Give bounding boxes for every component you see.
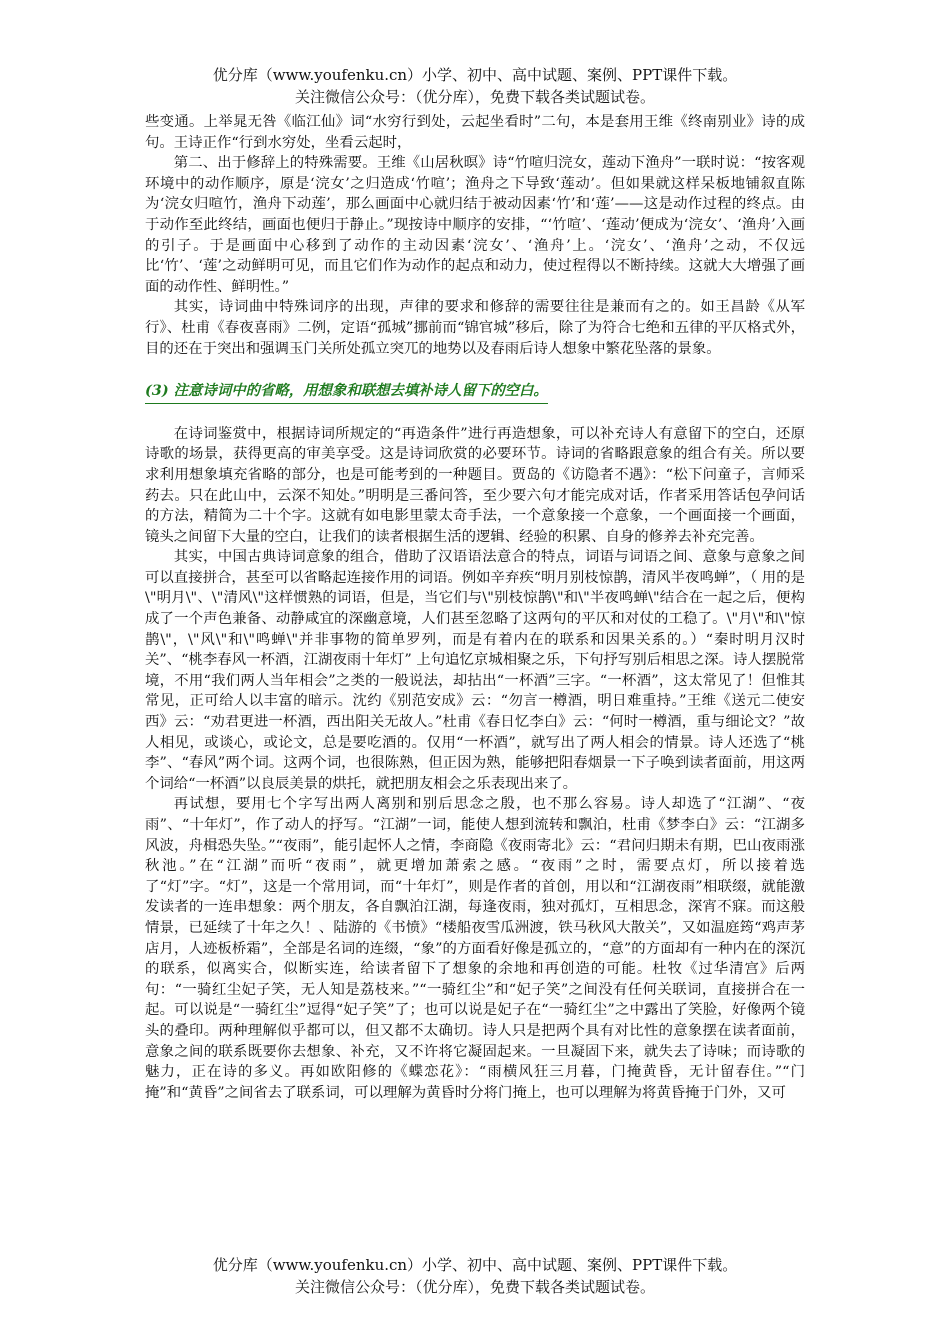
paragraph-6: 再试想，要用七个字写出两人离别和别后思念之殷，也不那么容易。诗人却选了“江湖”、“夜雨”、“十年灯”，作了动人的抒写。“江湖”一词，能使人想到流转和飘泊，杜甫《梦李白》云：“江湖多风波，舟楫恐失坠。”“夜雨”，能引起怀人之情，李商隐《夜雨寄北》云：“君问归期未有期，巴山夜雨涨秋池。”在“江湖”而听“夜雨”，就更增加萧索之感。“夜雨”之时，需要点灯，所以接着选了“灯”字。“灯”，这是一个常用词，而“十年灯”，则是作者的首创，用以和“江湖夜雨”相联缀，就能激发读者的一连串想象：两个朋友，各自飘泊江湖，每逢夜雨，独对孤灯，互相思念，深宵不寐。而这般情景，已延续了十年之久！、陆游的《书愤》“楼船夜雪瓜洲渡，铁马秋风大散关”，又如温庭筠“鸡声茅店月，人迹板桥霜”，全部是名词的连缀，“象”的方面看好像是孤立的，“意”的方面却有一种内在的深沉的联系，似离实合，似断实连，给读者留下了想象的余地和再创造的可能。杜牧《过华清宫》后两句：“一骑红尘妃子笑，无人知是荔枝来。”“一骑红尘”和“妃子笑”之间没有任何关联词，直接拼合在一起。可以说是“一骑红尘”逗得“妃子笑”了；也可以说是妃子在“一骑红尘”之中露出了笑脸，好像两个镜头的叠印。两种理解似乎都可以，但又都不太确切。诗人只是把两个具有对比性的意象摆在读者面前，意象之间的联系既要你去想象、补充，又不许将它凝固起来。一旦凝固下来，就失去了诗味；而诗歌的魅力，正在诗的多义。再如欧阳修的《蝶恋花》：“雨横风狂三月暮，门掩黄昏，无计留春住。”“门掩”和“黄昏”之间省去了联系词，可以理解为黄昏时分将门掩上，也可以理解为将黄昏掩于门外，又可	[145, 796, 805, 1101]
page-header	[0, 64, 950, 108]
paragraph-1: 些变通。上举晁无咎《临江仙》词“水穷行到处，云起坐看时”二句，本是套用王维《终南别业》诗的成句。王诗正作“行到水穷处，坐看云起时，	[145, 114, 805, 151]
paragraph-3: 其实，诗词曲中特殊词序的出现，声律的要求和修辞的需要往往是兼而有之的。如王昌龄《从军行》、杜甫《春夜喜雨》二例，定语“孤城”挪前而“锦官城”移后，除了为符合七绝和五律的平仄格式外，目的还在于突出和强调玉门关所处孤立突兀的地势以及春雨后诗人想象中繁花坠落的景象。	[145, 299, 805, 357]
header-line-2: 关注微信公众号：（优分库），免费下载各类试题试卷。	[294, 88, 655, 106]
paragraph-4: 在诗词鉴赏中，根据诗词所规定的“再造条件”进行再造想象，可以补充诗人有意留下的空白，还原诗歌的场景，获得更高的审美享受。这是诗词欣赏的必要环节。诗词的省略跟意象的组合有关。所以要求利用想象填充省略的部分，也是可能考到的一种题目。贾岛的《访隐者不遇》：“松下问童子，言师采药去。只在此山中，云深不知处。”明明是三番问答，至少要六句才能完成对话，作者采用答话包孕问话的方法，精简为二十个字。这就有如电影里蒙太奇手法，一个意象接一个意象，一个画面接一个画面，镜头之间留下大量的空白，让我们的读者根据生活的逻辑、经验的积累、自身的修养去补充完善。	[145, 425, 805, 545]
paragraph-5: 其实，中国古典诗词意象的组合，借助了汉语语法意合的特点，词语与词语之间、意象与意象之间可以直接拼合，甚至可以省略起连接作用的词语。例如辛弃疾“明月别枝惊鹊，清风半夜鸣蝉”，（ 用的是\"明月\"、\"清风\"这样惯熟的词语，但是，当它们与\"别枝惊鹊\"和\"半夜鸣蝉\"结合在一起之后，便构成了一个声色兼备、动静咸宜的深幽意境，人们甚至忽略了这两句的平仄和对仗的工稳了。\"月\"和\"惊鹊\"，\"风\"和\"鸣蝉\"并非事物的简单罗列，而是有着内在的联系和因果关系的。）“秦时明月汉时关”、“桃李春风一杯酒，江湖夜雨十年灯” 上句追忆京城相聚之乐，下句抒写别后相思之深。诗人摆脱常境，不用“我们两人当年相会”之类的一般说法，却拈出“一杯酒”三字。“一杯酒”，这太常见了！但惟其常见，正可给人以丰富的暗示。沈约《别范安成》云：“勿言一樽酒，明日难重持。”王维《送元二使安西》云：“劝君更进一杯酒，西出阳关无故人。”杜甫《春日忆李白》云：“何时一樽酒，重与细论文？”故人相见，或谈心，或论文，总是要吃酒的。仅用“一杯酒”，就写出了两人相会的情景。诗人还选了“桃李”、“春风”两个词。这两个词，也很陈熟，但正因为熟，能够把阳春烟景一下子唤到读者面前，用这两个词给“一杯酒”以良辰美景的烘托，就把朋友相会之乐表现出来了。	[145, 549, 805, 792]
header-line-1: 优分库（www.youfenku.cn）小学、初中、高中试题、案例、PPT课件下载。	[212, 66, 738, 84]
document-body	[145, 112, 805, 1103]
footer-line-2: 关注微信公众号：（优分库），免费下载各类试题试卷。	[294, 1278, 655, 1296]
footer-line-1: 优分库（www.youfenku.cn）小学、初中、高中试题、案例、PPT课件下载。	[212, 1256, 738, 1274]
paragraph-2: 第二、出于修辞上的特殊需要。王维《山居秋暝》诗“竹喧归浣女，莲动下渔舟”一联时说：“按客观环境中的动作顺序，原是‘浣女’之归造成‘竹喧’；渔舟之下导致‘莲动’。但如果就这样呆板地铺叙直陈为‘浣女归喧竹，渔舟下动莲’，那么画面中心就归结于被动因素‘竹’和‘莲’——这是动作过程的终点。由于动作至此终结，画面也便归于静止。”现按诗中顺序的安排，“‘竹喧’、‘莲动’便成为‘浣女’、‘渔舟’入画的引子。于是画面中心移到了动作的主动因素‘浣女’、‘渔舟’上。‘浣女’、‘渔舟’之动，不仅远比‘竹’、‘莲’之动鲜明可见，而且它们作为动作的起点和动力，使过程得以不断持续。这就大大增强了画面的动作性、鲜明性。”	[145, 155, 805, 295]
page-footer	[0, 1254, 950, 1298]
section-heading: (3) 注意诗词中的省略，用想象和联想去填补诗人留下的空白。	[145, 381, 548, 404]
